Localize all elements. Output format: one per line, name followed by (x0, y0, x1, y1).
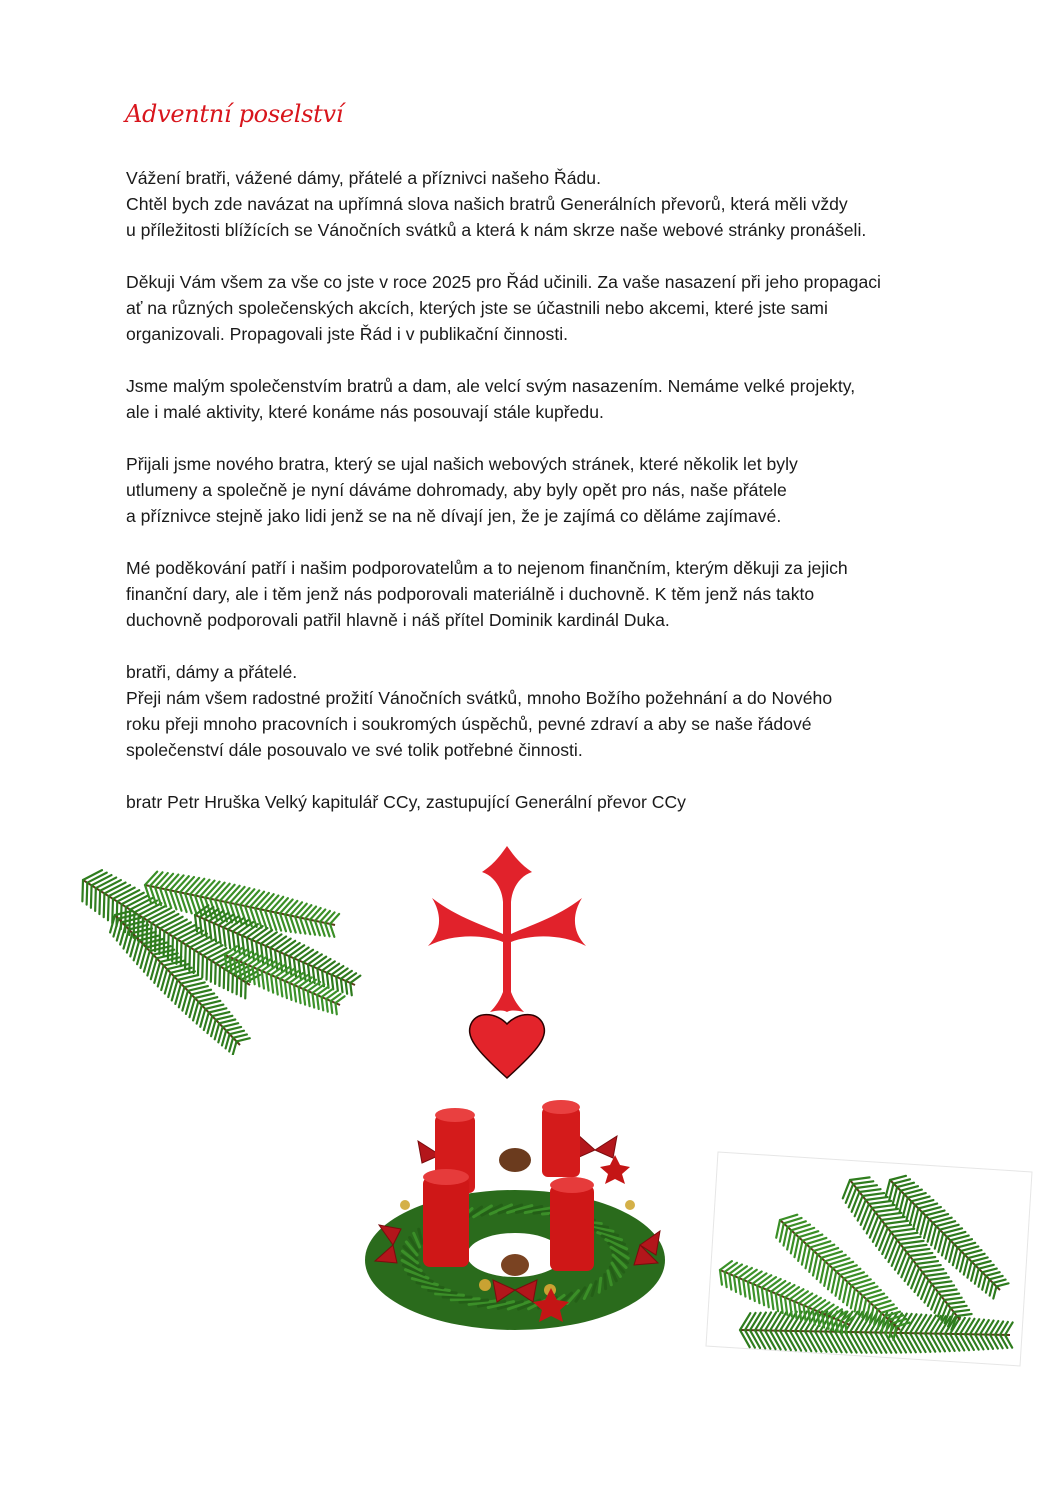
signature-line: bratr Petr Hruška Velký kapitulář CCy, zastupující Generální převor CCy (126, 792, 686, 812)
paragraph-gap (126, 243, 986, 269)
paragraph-line: utlumeny a společně je nyní dáváme dohromady, aby byly opět pro nás, naše přátele (126, 480, 787, 500)
paragraph-line: ať na různých společenských akcích, kterých jste se účastnili nebo akcemi, které jste sami (126, 298, 828, 318)
paragraph-line: Vážení bratři, vážené dámy, přátelé a příznivci našeho Řádu. (126, 168, 601, 188)
page-title: Adventní poselství (125, 100, 344, 128)
paragraph-gap (126, 763, 986, 789)
paragraph-line: Přijali jsme nového bratra, který se ujal našich webových stránek, které několik let byly (126, 454, 798, 474)
paragraph-gap (126, 633, 986, 659)
paragraph-line: ale i malé aktivity, které konáme nás posouvají stále kupředu. (126, 402, 604, 422)
fir-branch-right-icon (700, 1140, 1040, 1370)
paragraph-line: bratři, dámy a přátelé. (126, 662, 298, 682)
paragraph-line: společenství dále posouvalo ve své tolik potřebné činnosti. (126, 740, 583, 760)
paragraph-line: roku přeji mnoho pracovních i soukromých úspěchů, pevné zdraví a aby se naše řádové (126, 714, 812, 734)
paragraph-line: Jsme malým společenstvím bratrů a dam, ale velcí svým nasazením. Nemáme velké projekty, (126, 376, 856, 396)
advent-wreath-icon (345, 1085, 685, 1340)
letter-body (126, 165, 986, 815)
paragraph-line: Děkuji Vám všem za vše co jste v roce 2025 pro Řád učinili. Za vaše nasazení při jeho propagaci (126, 272, 881, 292)
fir-branch-left-icon (75, 855, 370, 1055)
paragraph-line: Chtěl bych zde navázat na upřímná slova našich bratrů Generálních převorů, která měli vždy (126, 194, 848, 214)
paragraph-line: Mé poděkování patří i našim podporovatelům a to nejenom finančním, kterým děkuji za jejich (126, 558, 848, 578)
paragraph-gap (126, 347, 986, 373)
paragraph-line: u příležitosti blížících se Vánočních svátků a která k nám skrze naše webové stránky pronášeli. (126, 220, 867, 240)
cross-heart-emblem-icon (420, 842, 595, 1082)
paragraph-gap (126, 425, 986, 451)
paragraph-line: duchovně podporovali patřil hlavně i náš přítel Dominik kardinál Duka. (126, 610, 670, 630)
paragraph-line: Přeji nám všem radostné prožití Vánočních svátků, mnoho Božího požehnání a do Nového (126, 688, 833, 708)
paragraph-gap (126, 529, 986, 555)
paragraph-line: organizovali. Propagovali jste Řád i v publikační činnosti. (126, 324, 569, 344)
paragraph-line: a příznivce stejně jako lidi jenž se na ně dívají jen, že je zajímá co děláme zajímavé. (126, 506, 782, 526)
paragraph-line: finanční dary, ale i těm jenž nás podporovali materiálně i duchovně. K těm jenž nás takto (126, 584, 815, 604)
